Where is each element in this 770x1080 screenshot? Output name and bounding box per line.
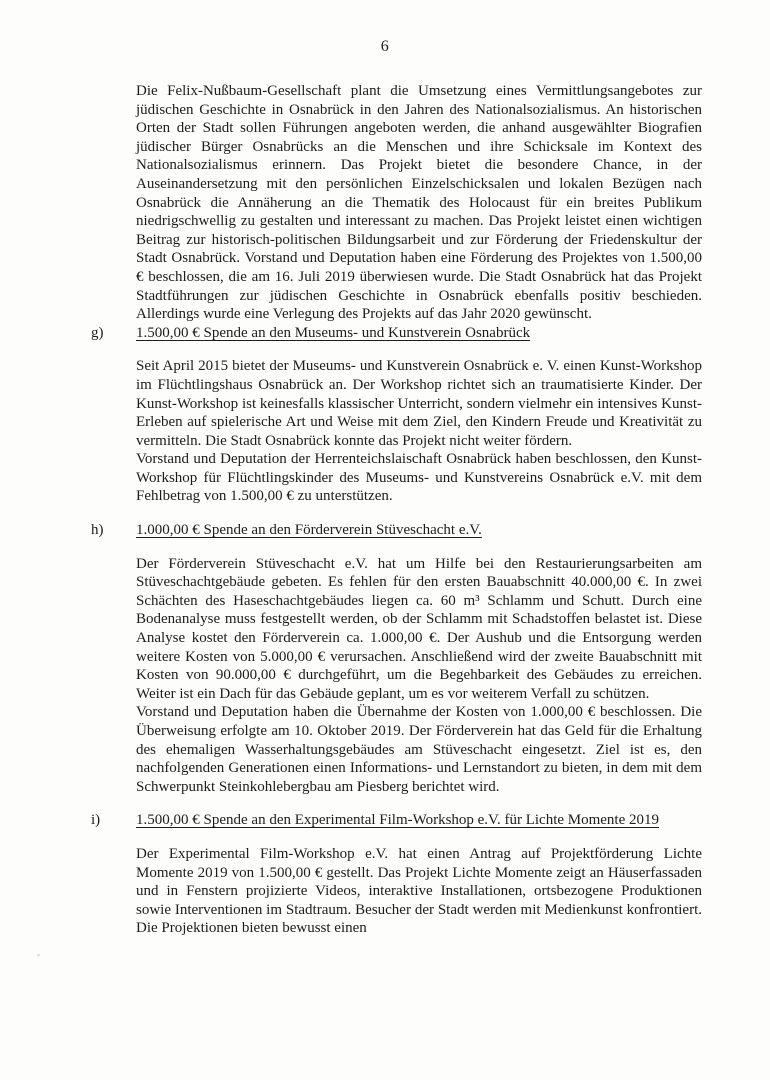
section-g-label: g): [91, 324, 104, 341]
section-h: [91, 521, 702, 796]
section-i-label: i): [91, 812, 101, 829]
section-i-paragraph-1: Der Experimental Film-Workshop e.V. hat einen Antrag auf Projektförderung Lichte Momente 2019 von 1.500,00 € gestellt. Das Projekt Lichte Momente zeigt an Häuserfassaden und in Fenstern projizierte Videos, interaktive Installationen, ortsbezogene Produktionen sowie Interventionen im Stadtraum. Besucher der Stadt werden mit Medienkunst konfrontiert. Die Projektionen bieten bewusst einen: [136, 845, 702, 937]
section-g-paragraph-1: Seit April 2015 bietet der Museums- und Kunstverein Osnabrück e. V. einen Kunst-Workshop im Flüchtlingshaus Osnabrück an. Der Workshop richtet sich an traumatisierte Kinder. Der Kunst-Workshop ist keinesfalls klassischer Unterricht, sondern vielmehr ein intensives Kunst-Erleben auf spielerische Art und Weise mit dem Ziel, den Kindern Freude und Kreativität zu vermitteln. Die Stadt Osnabrück konnte das Projekt nicht weiter fördern.: [136, 358, 702, 449]
intro-paragraph: Die Felix-Nußbaum-Gesellschaft plant die Umsetzung eines Vermittlungsangebotes zur jüdischen Geschichte in Osnabrück in den Jahren des Nationalsozialismus. An historischen Orten der Stadt sollen Führungen angeboten werden, die anhand ausgewählter Biografien jüdischer Bürger Osnabrücks an die Menschen und ihre Schicksale im Kontext des Nationalsozialismus erinnern. Das Projekt bietet die besondere Chance, in der Auseinandersetzung mit den persönlichen Einzelschicksalen und lokalen Bezügen nach Osnabrück die Annäherung an die Thematik des Holocaust für ein breites Publikum niedrigschwellig zu gestalten und interessant zu machen. Das Projekt leistet einen wichtigen Beitrag zur historisch-politischen Bildungsarbeit und zur Förderung der Friedenskultur der Stadt Osnabrück. Vorstand und Deputation haben eine Förderung des Projektes von 1.500,00 € beschlossen, die am 16. Juli 2019 überwiesen wurde. Die Stadt Osnabrück hat das Projekt Stadtführungen zur jüdischen Geschichte in Osnabrück ebenfalls positiv beschieden. Allerdings wurde eine Verlegung des Projekts auf das Jahr 2020 gewünscht.: [136, 83, 702, 323]
section-h-paragraph-2: Vorstand und Deputation haben die Übernahme der Kosten von 1.000,00 € beschlossen. Die Überweisung erfolgte am 10. Oktober 2019. Der Förderverein hat das Geld für die Erhaltung des ehemaligen Wasserhaltungsgebäudes am Stüveschacht eingesetzt. Ziel ist es, den nachfolgenden Generationen einen Informations- und Lernstandort zu bieten, in dem mit dem Schwerpunkt Steinkohlebergbau am Piesberg berichtet wird.: [136, 704, 702, 795]
section-h-heading: 1.000,00 € Spende an den Förderverein Stüveschacht e.V.: [136, 522, 482, 539]
section-g-heading-row: [91, 324, 702, 343]
section-h-heading-row: [91, 521, 702, 540]
document-body: [91, 82, 702, 953]
section-i-heading: 1.500,00 € Spende an den Experimental Film-Workshop e.V. für Lichte Momente 2019: [136, 812, 660, 829]
page-number: 6: [380, 38, 390, 55]
section-g-heading: 1.500,00 € Spende an den Museums- und Kunstverein Osnabrück: [136, 324, 531, 341]
section-h-paragraph-1: Der Förderverein Stüveschacht e.V. hat um Hilfe bei den Restaurierungsarbeiten am Stüveschachtgebäude gebeten. Es fehlen für den ersten Bauabschnitt 40.000,00 €. In zwei Schächten des Haseschachtgebäudes liegen ca. 60 m³ Schlamm und Schutt. Durch eine Bodenanalyse muss festgestellt werden, ob der Schlamm mit Schadstoffen belastet ist. Diese Analyse kostet den Förderverein ca. 1.000,00 €. Der Aushub und die Entsorgung werden weitere Kosten von 5.000,00 € verursachen. Anschließend wird der zweite Bauabschnitt mit Kosten von 90.000,00 € durchgeführt, um die Begehbarkeit des Gebäudes zu erreichen. Weiter ist ein Dach für das Gebäude geplant, um es vor weiterem Verfall zu schützen.: [136, 555, 702, 702]
section-g-paragraph-2: Vorstand und Deputation der Herrenteichslaischaft Osnabrück haben beschlossen, den Kunst-Workshop für Flüchtlingskinder des Museums- und Kunstvereins Osnabrück e.V. mit dem Fehlbetrag von 1.500,00 € zu unterstützen.: [136, 451, 702, 505]
section-h-body: [136, 555, 702, 797]
section-i-body: [136, 845, 702, 938]
section-i: [91, 811, 702, 938]
section-h-label: h): [91, 522, 104, 539]
scan-artifact-dot: [37, 954, 40, 956]
section-g-body: [136, 357, 702, 506]
section-g: [91, 324, 702, 506]
section-i-heading-row: [91, 811, 702, 830]
